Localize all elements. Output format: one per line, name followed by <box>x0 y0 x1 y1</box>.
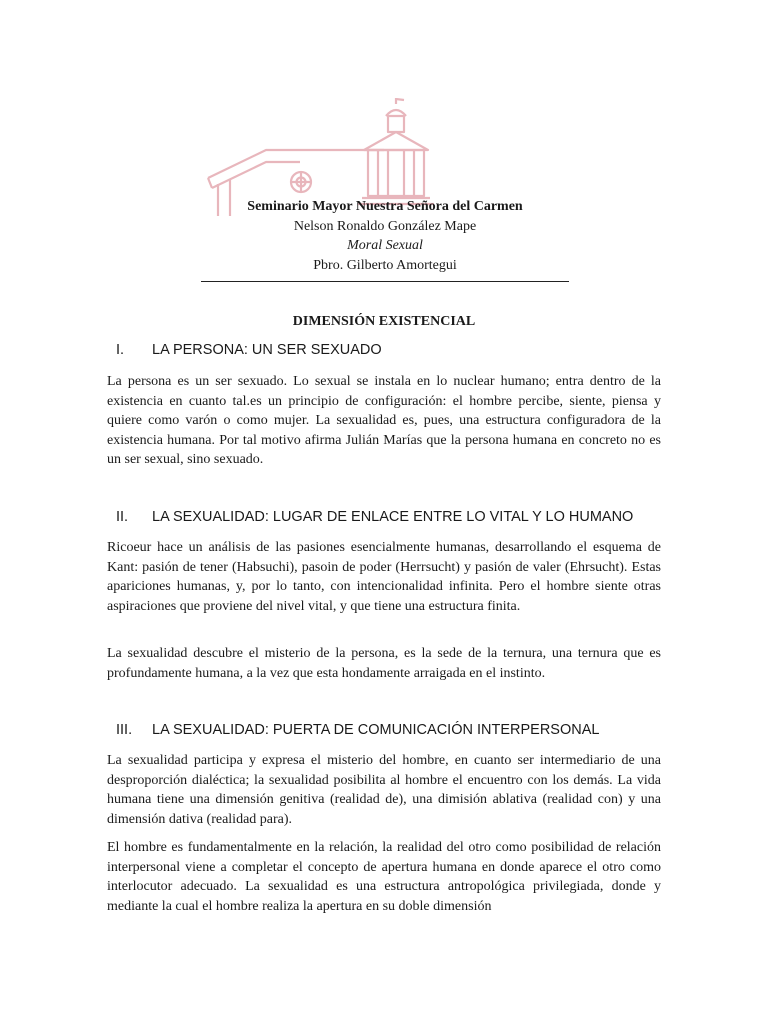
professor-name: Pbro. Gilberto Amortegui <box>313 257 457 273</box>
section-title: LA SEXUALIDAD: LUGAR DE ENLACE ENTRE LO VITAL Y LO HUMANO <box>152 509 634 525</box>
paragraph: La persona es un ser sexuado. Lo sexual se instala en lo nuclear humano; entra dentro de la existencia en cuanto tal.es un principio de configuración: el hombre percibe, siente, piensa y quiere como varón o como mujer. La sexualidad es, pues, una estructura configuradora de la existencia humana. Por tal motivo afirma Julián Marías que la persona humana en concreto no es un ser sexual, sino sexuado. <box>107 374 661 467</box>
document-title: DIMENSIÓN EXISTENCIAL <box>292 314 476 329</box>
section-heading-1 <box>116 342 382 358</box>
section-number: II. <box>116 509 129 525</box>
section-heading-2 <box>116 509 633 525</box>
paragraph: Ricoeur hace un análisis de las pasiones esencialmente humanas, desarrollando el esquema de Kant: pasión de tener (Habsuchi), pasoin de poder (Herrsucht) y pasión de valer (Ehrsucht). Estas apariciones humanas, y, por lo tanto, con intencionalidad infinita. Pero el hombre siente otras aspiraciones que proviene del nivel vital, y que tiene una estructura finita. <box>107 540 661 614</box>
section-title: LA SEXUALIDAD: PUERTA DE COMUNICACIÓN INTERPERSONAL <box>152 722 600 738</box>
section-number: III. <box>116 722 133 738</box>
section-number: I. <box>116 342 125 358</box>
author-name: Nelson Ronaldo González Mape <box>293 218 477 234</box>
section-title: LA PERSONA: UN SER SEXUADO <box>152 342 382 358</box>
paragraph: La sexualidad descubre el misterio de la persona, es la sede de la ternura, una ternura que es profundamente humana, a la vez que esta hondamente arraigada en el instinto. <box>107 646 661 681</box>
paragraph: La sexualidad participa y expresa el misterio del hombre, en cuanto ser intermediario de una desproporción dialéctica; la sexualidad posibilita al hombre el encuentro con los demás. La vida humana tiene una dimensión genitiva (realidad de), una dimisión ablativa (realidad con) y una dimensión dativa (realidad para). <box>107 753 661 827</box>
document-header <box>200 197 570 275</box>
paragraph: El hombre es fundamentalmente en la relación, la realidad del otro como posibilidad de relación interpersonal viene a completar el concepto de apertura humana en donde aparece el otro como interlocutor adecuado. La sexualidad es una estructura antropológica privilegiada, donde y mediante la cual el hombre realiza la apertura en su doble dimensión <box>107 840 661 914</box>
institution-name: Seminario Mayor Nuestra Señora del Carmen <box>247 199 523 214</box>
course-name: Moral Sexual <box>347 238 423 253</box>
header-divider <box>201 281 569 282</box>
section-heading-3 <box>116 722 599 738</box>
